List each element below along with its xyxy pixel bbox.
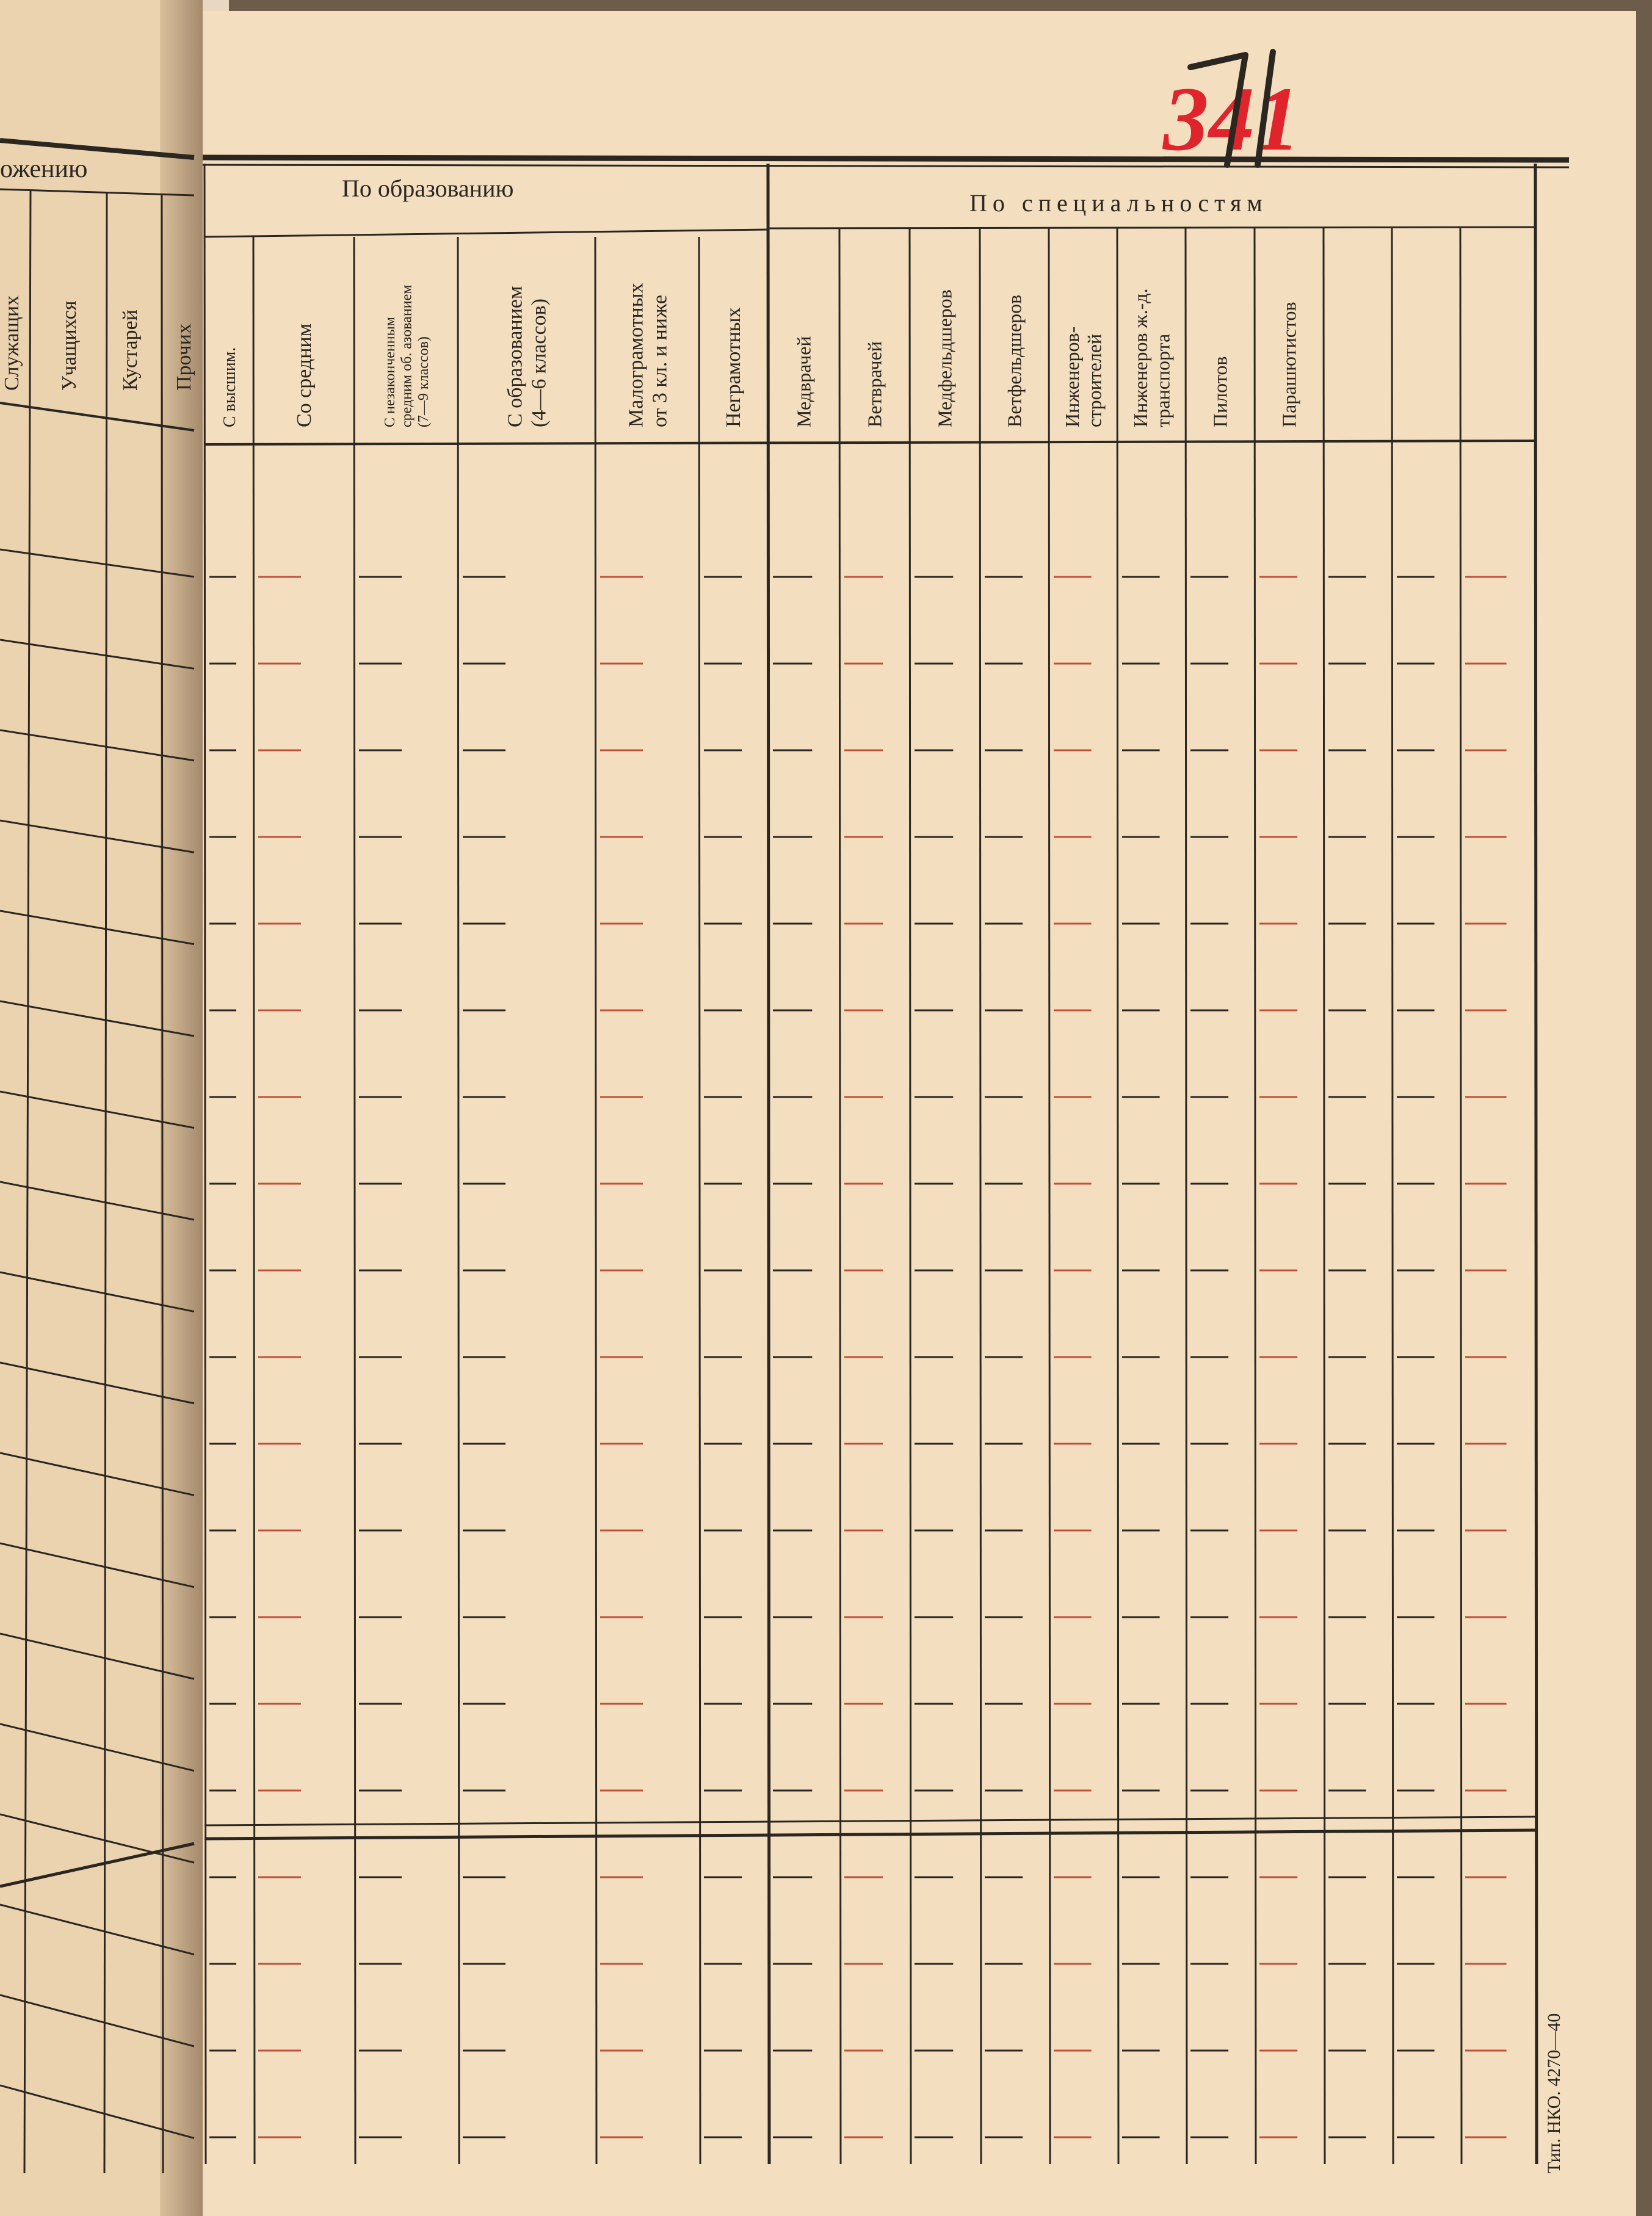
education-column-header bbox=[293, 324, 316, 427]
left-column-header-line: Учащихся bbox=[57, 300, 81, 391]
page-number: 341 bbox=[1163, 68, 1300, 170]
specialty-column-header-line: Инженеров- bbox=[1060, 326, 1083, 427]
specialty-column-header-line: Медфельдшеров bbox=[933, 289, 956, 427]
column-rule bbox=[1186, 228, 1187, 2164]
column-rule bbox=[595, 237, 596, 2164]
education-column-header-line: от 3 кл. и ниже bbox=[648, 294, 672, 427]
left-column-header bbox=[58, 300, 81, 391]
specialty-column-header bbox=[1278, 302, 1300, 427]
education-column-header-line: Малограмотных bbox=[625, 283, 648, 427]
specialty-column-header bbox=[1004, 295, 1026, 427]
left-column-header-line: Служащих bbox=[0, 295, 23, 391]
column-rule bbox=[699, 237, 700, 2164]
education-column-header bbox=[722, 307, 745, 427]
top-double-rule-1 bbox=[203, 158, 1569, 160]
specialty-column-header bbox=[1061, 327, 1106, 427]
specialty-column-header-line: Ветврачей bbox=[863, 341, 886, 427]
column-rule bbox=[253, 237, 255, 2164]
specialty-column-header-line: Инженеров ж.-д. bbox=[1129, 288, 1151, 427]
education-column-header-line: Неграмотных bbox=[722, 307, 745, 427]
column-rule bbox=[1255, 228, 1256, 2164]
specialty-column-header-line: Парашютистов bbox=[1278, 302, 1300, 427]
column-rule bbox=[1117, 228, 1118, 2164]
specialty-column-header bbox=[1209, 357, 1231, 427]
education-column-header bbox=[220, 347, 239, 427]
education-column-header-line: Со средним bbox=[292, 323, 316, 427]
column-rule bbox=[910, 228, 911, 2164]
left-column-header bbox=[1, 295, 23, 391]
education-column-header-line: (4—6 классов) bbox=[527, 299, 551, 427]
education-column-header-line: С высшим. bbox=[220, 347, 239, 427]
column-rule bbox=[354, 237, 355, 2164]
left-column-header bbox=[119, 310, 142, 391]
specialty-column-header-line: строителей bbox=[1083, 333, 1106, 427]
column-rule bbox=[205, 164, 206, 2164]
column-rule bbox=[768, 164, 769, 2164]
left-column-header-line: Прочих bbox=[172, 324, 195, 391]
education-column-header-line: С образованием bbox=[504, 286, 527, 427]
specialty-column-header-line: Медврачей bbox=[792, 336, 815, 427]
column-rule bbox=[1049, 228, 1050, 2164]
specialty-column-header-line: транспорта bbox=[1151, 333, 1174, 427]
specialty-column-header bbox=[793, 336, 815, 427]
left-column-rule bbox=[162, 195, 163, 2173]
column-rule bbox=[1392, 228, 1393, 2164]
column-rule bbox=[458, 237, 459, 2164]
specialty-column-header bbox=[864, 341, 886, 427]
specialties-subheader-rule bbox=[768, 227, 1535, 228]
left-column-header-line: Кустарей bbox=[118, 310, 142, 391]
specialty-column-header bbox=[934, 289, 956, 427]
education-column-header-line: средним об. азованием bbox=[399, 284, 415, 427]
left-group-header: ожению bbox=[0, 155, 88, 183]
specialty-column-header-line: Ветфельдшеров bbox=[1003, 294, 1026, 427]
column-rule bbox=[1324, 228, 1325, 2164]
column-rule bbox=[980, 228, 981, 2164]
column-rule bbox=[1460, 228, 1462, 2164]
print-mark: Тип. НКО. 4270—40 bbox=[1544, 2013, 1564, 2173]
education-column-header-line: (7—9 классов) bbox=[416, 336, 432, 427]
left-column-header bbox=[173, 324, 195, 391]
column-rule bbox=[839, 228, 841, 2164]
education-column-header-line: С незаконченным bbox=[382, 317, 398, 427]
specialties-group-header: По специальностям bbox=[969, 189, 1268, 217]
education-group-header: По образованию bbox=[342, 175, 514, 202]
column-rule bbox=[1535, 164, 1537, 2164]
specialty-column-header-line: Пилотов bbox=[1209, 356, 1231, 427]
